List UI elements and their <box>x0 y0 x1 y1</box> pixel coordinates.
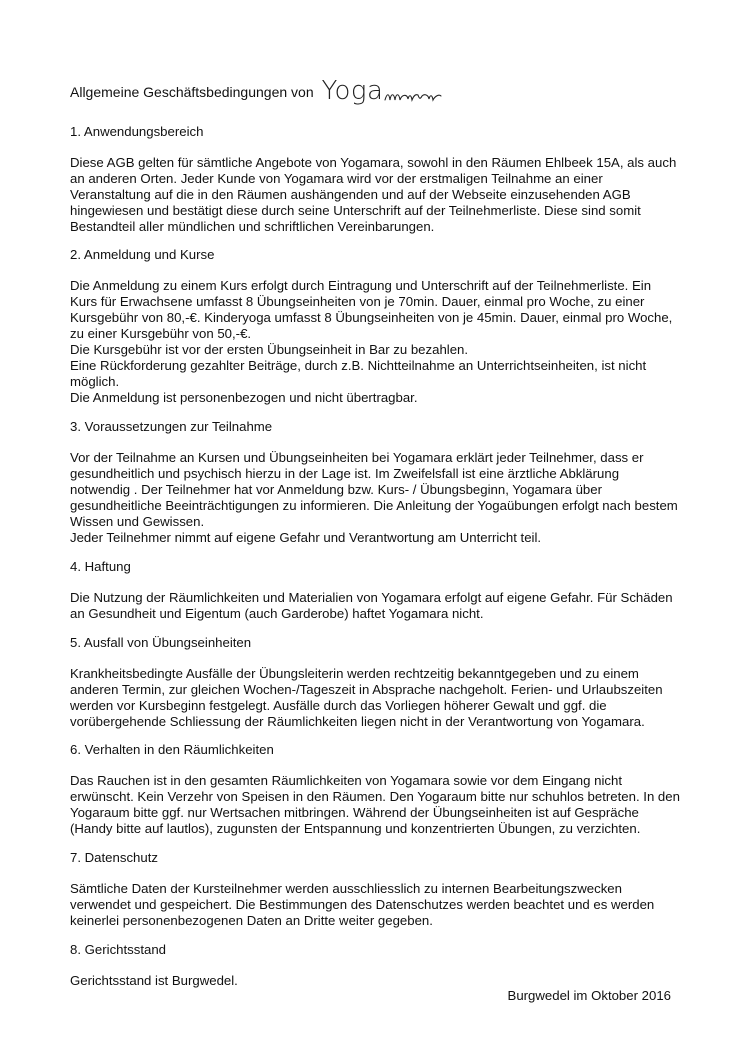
section-heading: 7. Datenschutz <box>70 850 158 865</box>
section-paragraph: Sämtliche Daten der Kursteilnehmer werden ausschliesslich zu internen Bearbeitungszwecken verwendet und gespeichert. Die Bestimmungen des Datenschutzes werden beachtet und es werden keinerlei personenbezogenen Daten an Dritte weiter gegeben. <box>70 881 655 928</box>
section-3 <box>70 419 680 546</box>
section-heading: 5. Ausfall von Übungseinheiten <box>70 635 252 650</box>
section-8 <box>70 942 680 989</box>
section-paragraph: Die Nutzung der Räumlichkeiten und Materialien von Yogamara erfolgt auf eigene Gefahr. Für Schäden an Gesundheit und Eigentum (auch Garderobe) haftet Yogamara nicht. <box>70 590 673 621</box>
terms-content <box>70 124 680 989</box>
section-paragraph: Jeder Teilnehmer nimmt auf eigene Gefahr und Verantwortung am Unterricht teil. <box>70 530 542 545</box>
section-paragraph: Krankheitsbedingte Ausfälle der Übungsleiterin werden rechtzeitig bekanntgegeben und zu einem anderen Termin, zur gleichen Wochen-/Tageszeit in Absprache nachgeholt. Ferien- und Urlaubszeiten werden vor Kursbeginn festgelegt. Ausfälle durch das Vorliegen höherer Gewalt und ggf. die vorübergehende Schliessung der Räumlichkeiten liegen nicht in der Verantwortung von Yogamara. <box>70 666 663 729</box>
title-text: Allgemeine Geschäftsbedingungen von <box>70 84 314 100</box>
section-2 <box>70 247 680 406</box>
section-heading: 8. Gerichtsstand <box>70 942 167 957</box>
section-heading: 6. Verhalten in den Räumlichkeiten <box>70 742 274 757</box>
place-date-footer: Burgwedel im Oktober 2016 <box>507 988 671 1003</box>
section-5 <box>70 635 680 730</box>
section-7 <box>70 850 680 929</box>
section-6 <box>70 742 680 837</box>
section-paragraph: Die Anmeldung ist personenbezogen und nicht übertragbar. <box>70 390 418 405</box>
section-paragraph: Die Anmeldung zu einem Kurs erfolgt durch Eintragung und Unterschrift auf der Teilnehmerliste. Ein Kurs für Erwachsene umfasst 8 Übungseinheiten von je 70min. Dauer, einmal pro Woche, zu einer Kursgebühr von 80,-€. Kinderyoga umfasst 8 Übungseinheiten von je 45min. Dauer, einmal pro Woche, zu einer Kursgebühr von 50,-€. <box>70 278 673 341</box>
document-title <box>70 76 453 106</box>
section-paragraph: Gerichtsstand ist Burgwedel. <box>70 973 238 988</box>
section-paragraph: Diese AGB gelten für sämtliche Angebote von Yogamara, sowohl in den Räumen Ehlbeek 15A, als auch an anderen Orten. Jeder Kunde von Yogamara wird vor der erstmaligen Teilnahme an einer Veranstaltung auf die in den Räumen aushängenden und auf der Webseite einzusehenden AGB hingewiesen und bestätigt diese durch seine Unterschrift auf der Teilnehmerliste. Diese sind somit Bestandteil aller mündlichen und schriftlichen Vereinbarungen. <box>70 155 677 234</box>
section-paragraph: Eine Rückforderung gezahlter Beiträge, durch z.B. Nichtteilnahme an Unterrichtseinheiten, ist nicht möglich. <box>70 358 647 389</box>
logo-script-mara <box>383 87 453 103</box>
section-paragraph: Die Kursgebühr ist vor der ersten Übungseinheit in Bar zu bezahlen. <box>70 342 469 357</box>
section-paragraph: Das Rauchen ist in den gesamten Räumlichkeiten von Yogamara sowie vor dem Eingang nicht erwünscht. Kein Verzehr von Speisen in den Räumen. Den Yogaraum bitte nur schuhlos betreten. In den Yogaraum bitte ggf. nur Wertsachen mitbringen. Während der Übungseinheiten ist auf Gespräche (Handy bitte auf lautlos), zugunsten der Entspannung und konzentrierten Übungen, zu verzichten. <box>70 773 680 836</box>
section-heading: 2. Anmeldung und Kurse <box>70 247 215 262</box>
section-heading: 4. Haftung <box>70 559 131 574</box>
section-4 <box>70 559 680 622</box>
section-heading: 1. Anwendungsbereich <box>70 124 204 139</box>
logo-text: Yoga <box>321 76 384 106</box>
section-heading: 3. Voraussetzungen zur Teilnahme <box>70 419 273 434</box>
section-1 <box>70 124 680 235</box>
section-paragraph: Vor der Teilnahme an Kursen und Übungseinheiten bei Yogamara erklärt jeder Teilnehmer, dass er gesundheitlich und psychisch hierzu in der Lage ist. Im Zweifelsfall ist eine ärztliche Abklärung notwendig . Der Teilnehmer hat vor Anmeldung bzw. Kurs- / Übungsbeginn, Yogamara über gesundheitliche Beeinträchtigungen zu informieren. Die Anleitung der Yogaübungen erfolgt nach bestem Wissen und Gewissen. <box>70 450 678 529</box>
yogamara-logo <box>321 76 454 106</box>
